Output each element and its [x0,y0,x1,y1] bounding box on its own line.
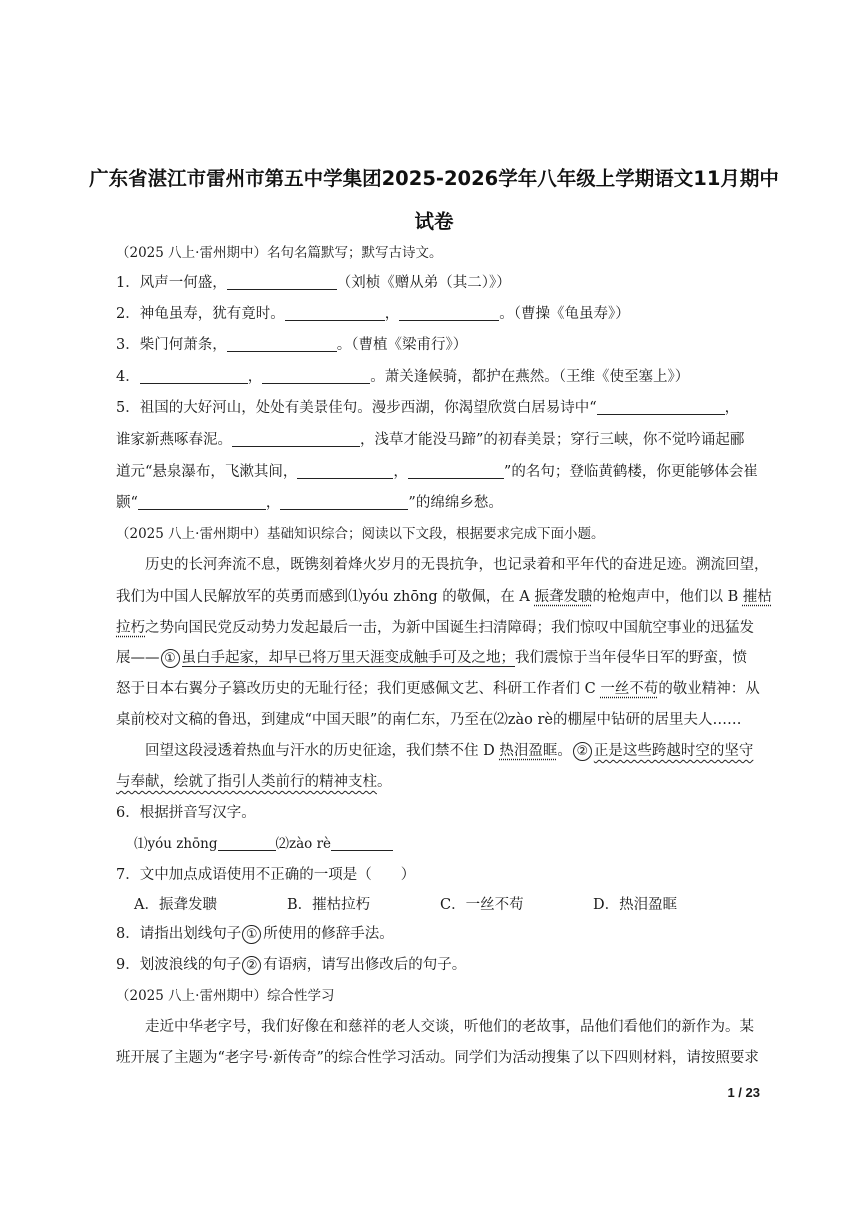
q5-blank-5[interactable] [138,493,266,510]
passage-p1-line2 [116,587,772,607]
q5-blank-3[interactable] [297,462,393,479]
q4-source: 。萧关逢候骑，都护在燕然。（王维《使至塞上》） [370,369,690,385]
question-5-line2 [116,430,744,450]
idiom-a-dotted: 振聋发聩 [534,589,593,605]
q8-text: 8．请指出划线句子 [116,926,242,942]
question-2 [116,304,630,324]
circled-number-1: ① [161,649,180,668]
q2-source: 。（曹操《龟虽寿》） [499,306,630,322]
section3-paragraph-line2: 班开展了主题为“老字号·新传奇”的综合性学习活动。同学们为活动搜集了以下四则材料，请按照要求 [116,1050,759,1066]
q5-line2-rest: ，浅草才能没马蹄”的初春美景；穿行三峡，你不觉吟诵起郦 [360,432,745,448]
q7-option-a[interactable]: A．振聋发聩 [134,897,217,913]
p1-l5-text-b: 的敬业精神：从 [658,681,760,697]
section3-paragraph-line1: 走近中华老字号，我们好像在和慈祥的老人交谈，听他们的老故事，品他们看他们的新作为。某 [145,1019,754,1035]
q4-blank-1[interactable] [140,367,248,384]
q1-source: （刘桢《赠从弟（其二）》） [336,275,511,291]
idiom-b-dotted-part1: 摧枯 [742,589,772,605]
q9-circled-2: ② [242,956,261,975]
q5-line4-comma: ， [265,495,281,511]
q5-blank-2[interactable] [232,430,360,447]
q5-blank-1[interactable] [597,398,725,415]
section3-header: （2025 八上·雷州期中）综合性学习 [116,988,335,1004]
question-5-line3 [116,462,758,482]
q6-pinyin-2: ⑵zào rè [275,836,332,852]
q5-blank-6[interactable] [280,493,408,510]
idiom-d-dotted: 热泪盈眶 [499,743,558,759]
q3-text: 3．柴门何萧条， [116,337,227,353]
q2-blank-1[interactable] [285,304,385,321]
wavy-sentence-2-part1: 正是这些跨越时空的坚守 [593,743,754,759]
q5-line1-text: 5．祖国的大好河山，处处有美景佳句。漫步西湖，你渴望欣赏白居易诗中“ [116,400,597,416]
q6-pinyin-1: ⑴yóu zhōng [134,836,218,852]
p2-l1-text: 回望这段浸透着热血与汗水的历史征途，我们禁不住 D [145,743,500,759]
question-4 [116,367,689,387]
question-9 [116,955,466,975]
q5-line3-rest: ”的名句；登临黄鹤楼，你更能够体会崔 [503,464,758,480]
passage-p1-line5 [116,679,760,699]
underlined-sentence-1: 虽白手起家，却早已将万里天涯变成触手可及之地； [181,650,515,666]
passage-p1-line1: 历史的长河奔流不息，既镌刻着烽火岁月的无畏抗争，也记录着和平年代的奋进足迹。溯流回望， [145,557,769,573]
document-title-line2: 试卷 [414,210,454,233]
document-title-line1: 广东省湛江市雷州市第五中学集团2025-2026学年八年级上学期语文11月期中 [89,167,779,190]
q3-source: 。（曹植《梁甫行》） [336,337,468,353]
passage-p1-line4 [116,648,747,668]
q2-comma: ， [384,306,400,322]
question-8 [116,924,394,944]
q8-circled-1: ① [242,925,261,944]
q6-blank-1[interactable] [218,834,276,851]
p1-l4-text: 我们震惊于当年侵华日军的野蛮，愤 [515,650,747,666]
wavy-sentence-2-part2: 与奉献，绘就了指引人类前行的精神支柱 [116,774,377,790]
q5-line4-rest: ”的绵绵乡愁。 [408,495,503,511]
q1-blank[interactable] [227,273,337,290]
p2-l1-period: 。 [557,743,572,759]
question-6-blanks [134,834,393,854]
q5-line1-comma: ， [724,400,740,416]
page-number: 1 / 23 [727,1085,760,1100]
question-7: 7．文中加点成语使用不正确的一项是（ ） [116,867,416,883]
q4-blank-2[interactable] [262,367,370,384]
passage-p2-line2 [116,772,392,792]
q1-text: 1．风声一何盛， [116,275,227,291]
passage-p1-line6: 桌前校对文稿的鲁迅，到建成“中国天眼”的南仁东，乃至在⑵zào rè的棚屋中钻研的居里夫人…… [116,712,742,728]
q5-line4-text: 颢“ [116,495,138,511]
q5-line3-comma: ， [393,464,408,480]
q7-option-c[interactable]: C．一丝不苟 [440,897,524,913]
p2-l2-period: 。 [377,774,392,790]
section2-header: （2025 八上·雷州期中）基础知识综合；阅读以下文段，根据要求完成下面小题。 [116,526,605,542]
q2-text: 2．神龟虽寿，犹有竟时。 [116,306,285,322]
q7-option-b[interactable]: B．摧枯拉朽 [287,897,371,913]
idiom-b-dotted-part2: 拉朽 [116,620,145,636]
q9-text-b: 有语病，请写出修改后的句子。 [263,957,467,973]
p1-l4-dash: 展—— [116,650,160,666]
q9-text: 9．划波浪线的句子 [116,957,242,973]
q5-line2-text: 谁家新燕啄春泥。 [116,432,232,448]
question-3 [116,335,467,355]
question-5-line1 [116,398,739,418]
question-1 [116,273,511,293]
p1-l2-text-b: 的枪炮声中，他们以 B [592,589,743,605]
p1-l3-text: 之势向国民党反动势力发起最后一击，为新中国诞生扫清障碍；我们惊叹中国航空事业的迅猛发 [145,620,754,636]
passage-p2-line1 [145,741,753,761]
question-6: 6．根据拼音写汉字。 [116,805,256,821]
q8-text-b: 所使用的修辞手法。 [263,926,394,942]
q4-comma: ， [247,369,263,385]
p1-l2-text: 我们为中国人民解放军的英勇而感到⑴yóu zhōng 的敬佩，在 A [116,589,535,605]
p1-l5-text: 怒于日本右翼分子篡改历史的无耻行径；我们更感佩文艺、科研工作者们 C [116,681,601,697]
idiom-c-dotted: 一丝不苟 [600,681,659,697]
q4-number: 4． [116,369,140,385]
passage-p1-line3 [116,618,754,638]
circled-number-2: ② [573,742,592,761]
question-5-line4 [116,493,503,513]
q5-line3-text: 道元“悬泉瀑布，飞漱其间， [116,464,298,480]
q7-option-d[interactable]: D．热泪盈眶 [593,897,678,913]
section1-header: （2025 八上·雷州期中）名句名篇默写；默写古诗文。 [116,245,443,261]
q3-blank[interactable] [227,335,337,352]
q2-blank-2[interactable] [399,304,499,321]
q6-blank-2[interactable] [331,834,393,851]
q5-blank-4[interactable] [408,462,504,479]
